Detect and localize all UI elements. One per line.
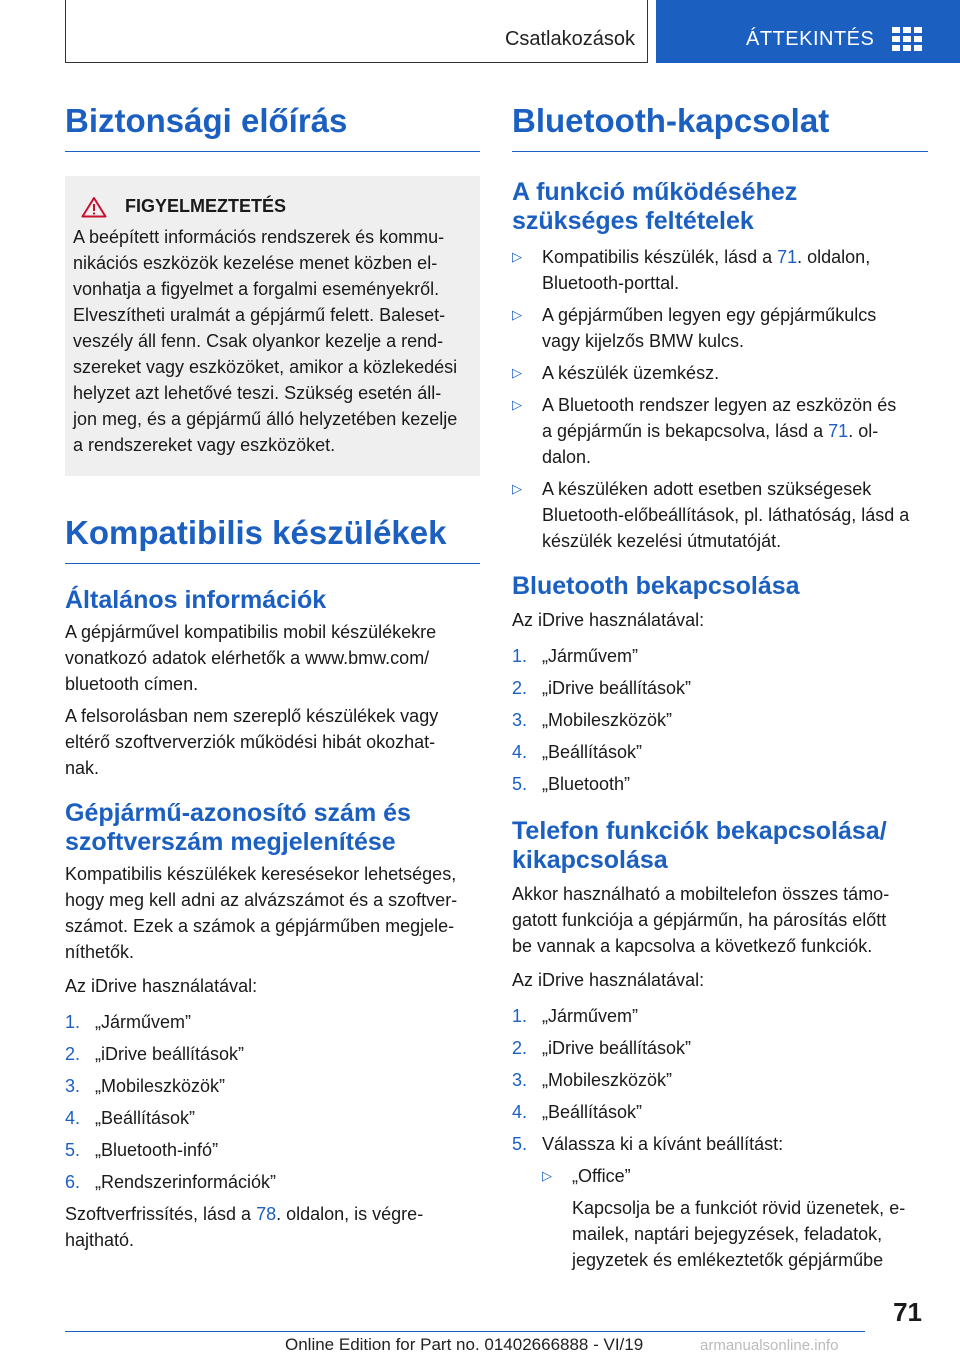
text-line: gatott funkciója a gépjárműn, ha párosítás előtt — [512, 909, 887, 930]
text-span: Bluetooth-előbeállítások, pl. láthatóság, lásd a — [542, 504, 910, 525]
phone-functions-heading — [512, 817, 928, 875]
step-number: 4. — [65, 1107, 81, 1128]
list-item-text — [542, 476, 909, 554]
list-item-text — [542, 302, 876, 354]
step-text: „Rendszerinformációk” — [95, 1171, 277, 1192]
footer-rule — [65, 1331, 865, 1332]
step-text: „Járművem” — [542, 1005, 639, 1026]
list-item-text — [542, 392, 896, 470]
page-number: 71 — [893, 1297, 922, 1327]
step-text: „iDrive beállítások” — [542, 1037, 692, 1058]
bullet-triangle-icon: ▷ — [512, 306, 522, 322]
text-span: a gépjárműn is bekapcsolva, lásd a — [542, 420, 829, 441]
list-item — [65, 1169, 480, 1195]
header-chapter-tab[interactable] — [656, 0, 960, 63]
text-span: Bluetooth-porttal. — [542, 272, 680, 293]
step-text: „Mobileszközök” — [542, 709, 673, 730]
text-span: Szoftverfrissítés, lásd a — [65, 1203, 257, 1224]
text-line: A felsorolásban nem szereplő készülékek vagy — [65, 705, 439, 726]
step-text: „Járművem” — [542, 645, 639, 666]
update-text — [65, 1201, 480, 1253]
bullet-triangle-icon: ▷ — [512, 396, 522, 412]
office-description — [572, 1195, 928, 1273]
list-item — [65, 1073, 480, 1099]
list-item — [512, 707, 928, 733]
text-line: bluetooth címen. — [65, 673, 199, 694]
text-line: A gépjárművel kompatibilis mobil készülékekre — [65, 621, 437, 642]
list-item — [65, 1105, 480, 1131]
text-line: nak. — [65, 757, 100, 778]
step-text: „Beállítások” — [542, 1101, 643, 1122]
step-number: 2. — [512, 1037, 528, 1058]
step-text: „iDrive beállítások” — [542, 677, 692, 698]
text-line: hogy meg kell adni az alvázszámot és a szoftver- — [65, 889, 458, 910]
step-text: „iDrive beállítások” — [95, 1043, 245, 1064]
office-label: „Office” — [572, 1165, 631, 1186]
text-span: A Bluetooth rendszer legyen az eszközön és — [542, 394, 897, 415]
list-item — [512, 1067, 928, 1093]
list-item — [512, 360, 928, 386]
bullet-triangle-icon: ▷ — [512, 248, 522, 264]
bullet-triangle-icon: ▷ — [512, 480, 522, 496]
page-ref-link[interactable]: 71 — [777, 246, 798, 267]
step-number: 5. — [512, 1133, 528, 1154]
list-item — [65, 1041, 480, 1067]
compat-heading: Kompatibilis készülékek — [65, 512, 480, 564]
list-item — [512, 476, 928, 554]
page-ref-link[interactable]: 78 — [256, 1203, 277, 1224]
text-span: . oldalon, is végre- — [276, 1203, 424, 1224]
step-text: „Beállítások” — [95, 1107, 196, 1128]
text-span: vagy kijelzős BMW kulcs. — [542, 330, 745, 351]
heading-line: Gépjármű-azonosító szám és — [65, 798, 411, 827]
text-line: Kapcsolja be a funkciót rövid üzenetek, e- — [572, 1197, 906, 1218]
text-line: eltérő szoftververziók működési hibát okozhat- — [65, 731, 436, 752]
list-item — [512, 771, 928, 797]
bt-on-intro: Az iDrive használatával: — [512, 609, 705, 630]
text-line: hajtható. — [65, 1229, 135, 1250]
phone-p1 — [512, 881, 928, 959]
warning-line: veszély áll fenn. Csak olyankor kezelje a rend- — [73, 330, 444, 351]
heading-line: Telefon funkciók bekapcsolása/ — [512, 816, 887, 845]
footer-watermark: armanualsonline.info — [700, 1337, 839, 1354]
list-item — [512, 1003, 928, 1029]
step-text: Válassza ki a kívánt beállítást: — [542, 1133, 784, 1154]
warning-text — [73, 224, 472, 458]
safety-heading: Biztonsági előírás — [65, 100, 480, 152]
office-sublist — [542, 1163, 928, 1189]
step-number: 5. — [65, 1139, 81, 1160]
requirements-list — [512, 244, 928, 554]
step-number: 2. — [512, 677, 528, 698]
step-number: 4. — [512, 1101, 528, 1122]
text-span: Kompatibilis készülék, lásd a — [542, 246, 778, 267]
text-line: számot. Ezek a számok a gépjárműben megjele- — [65, 915, 455, 936]
step-number: 5. — [512, 773, 528, 794]
warning-header — [73, 196, 472, 218]
vin-p1 — [65, 861, 480, 965]
list-item-text — [542, 244, 870, 296]
text-span: . ol- — [848, 420, 879, 441]
grid-menu-icon[interactable] — [892, 27, 922, 53]
list-item — [65, 1009, 480, 1035]
warning-line: A beépített információs rendszerek és kommu- — [73, 226, 445, 247]
text-span: A gépjárműben legyen egy gépjárműkulcs — [542, 304, 877, 325]
step-number: 2. — [65, 1043, 81, 1064]
step-number: 6. — [65, 1171, 81, 1192]
list-item — [512, 739, 928, 765]
general-info-p2 — [65, 703, 480, 781]
step-number: 3. — [512, 1069, 528, 1090]
text-span: . oldalon, — [797, 246, 871, 267]
right-column — [512, 100, 928, 1273]
step-number: 3. — [65, 1075, 81, 1096]
list-item — [542, 1163, 928, 1189]
warning-triangle-icon — [81, 196, 107, 218]
text-line: jegyzetek és emlékeztetők gépjárműbe — [572, 1249, 884, 1270]
step-text: „Mobileszközök” — [95, 1075, 226, 1096]
list-item — [512, 1099, 928, 1125]
step-number: 1. — [512, 645, 528, 666]
header-chapter-label: ÁTTEKINTÉS — [746, 28, 875, 50]
warning-label: FIGYELMEZTETÉS — [125, 196, 287, 217]
list-item — [512, 1035, 928, 1061]
step-text: „Mobileszközök” — [542, 1069, 673, 1090]
text-line: vonatkozó adatok elérhetők a www.bmw.com/ — [65, 647, 430, 668]
requirements-heading — [512, 178, 928, 236]
list-item — [512, 392, 928, 470]
text-span: A készüléken adott esetben szükségesek — [542, 478, 872, 499]
vin-p2: Az iDrive használatával: — [65, 975, 258, 996]
step-number: 1. — [512, 1005, 528, 1026]
general-info-p1 — [65, 619, 480, 697]
heading-line: A funkció működéséhez — [512, 177, 798, 206]
bt-on-heading: Bluetooth bekapcsolása — [512, 571, 800, 600]
header-section-box — [65, 0, 648, 63]
vin-steps — [65, 1009, 480, 1195]
step-number: 4. — [512, 741, 528, 762]
header-section-title: Csatlakozások — [504, 28, 635, 50]
heading-line: szükséges feltételek — [512, 206, 754, 235]
step-number: 3. — [512, 709, 528, 730]
vin-heading — [65, 799, 480, 857]
step-text: „Bluetooth” — [542, 773, 631, 794]
list-item — [512, 302, 928, 354]
phone-p2: Az iDrive használatával: — [512, 969, 705, 990]
list-item — [512, 244, 928, 296]
step-text: „Járművem” — [95, 1011, 192, 1032]
text-line: níthetők. — [65, 941, 135, 962]
list-item — [512, 643, 928, 669]
text-line: mailek, naptári bejegyzések, feladatok, — [572, 1223, 883, 1244]
warning-line: nikációs eszközök kezelése menet közben el- — [73, 252, 438, 273]
step-number: 1. — [65, 1011, 81, 1032]
text-span: készülék kezelési útmutatóját. — [542, 530, 782, 551]
phone-steps — [512, 1003, 928, 1157]
warning-line: vonhatja a figyelmet a forgalmi eseményekről. — [73, 278, 440, 299]
page-ref-link[interactable]: 71 — [828, 420, 849, 441]
heading-line: szoftverszám megjelenítése — [65, 827, 396, 856]
warning-line: helyzet azt lehetővé teszi. Szükség esetén áll- — [73, 382, 442, 403]
heading-line: kikapcsolása — [512, 845, 668, 874]
step-text: „Bluetooth-infó” — [95, 1139, 219, 1160]
warning-line: a rendszereket vagy eszközöket. — [73, 434, 336, 455]
footer-edition: Online Edition for Part no. 01402666888 - VI/19 — [285, 1335, 644, 1354]
general-info-heading: Általános információk — [65, 585, 327, 614]
list-item — [512, 1131, 928, 1157]
text-line: Akkor használható a mobiltelefon összes támo- — [512, 883, 890, 904]
warning-line: jon meg, és a gépjármű álló helyzetében kezelje — [73, 408, 458, 429]
text-line: be vannak a kapcsolva a következő funkciók. — [512, 935, 873, 956]
bullet-triangle-icon: ▷ — [512, 364, 522, 380]
warning-line: szereket vagy eszközöket, amikor a közlekedési — [73, 356, 458, 377]
left-column — [65, 100, 480, 1253]
warning-line: Elveszítheti uralmát a gépjármű felett. Baleset- — [73, 304, 446, 325]
list-item — [65, 1137, 480, 1163]
step-text: „Beállítások” — [542, 741, 643, 762]
text-line: Kompatibilis készülékek keresésekor lehetséges, — [65, 863, 457, 884]
bullet-triangle-icon: ▷ — [542, 1167, 552, 1183]
list-item-text: A készülék üzemkész. — [542, 362, 720, 383]
bluetooth-heading: Bluetooth-kapcsolat — [512, 100, 928, 152]
list-item — [512, 675, 928, 701]
text-span: dalon. — [542, 446, 592, 467]
bt-on-steps — [512, 643, 928, 797]
warning-box — [65, 176, 480, 476]
